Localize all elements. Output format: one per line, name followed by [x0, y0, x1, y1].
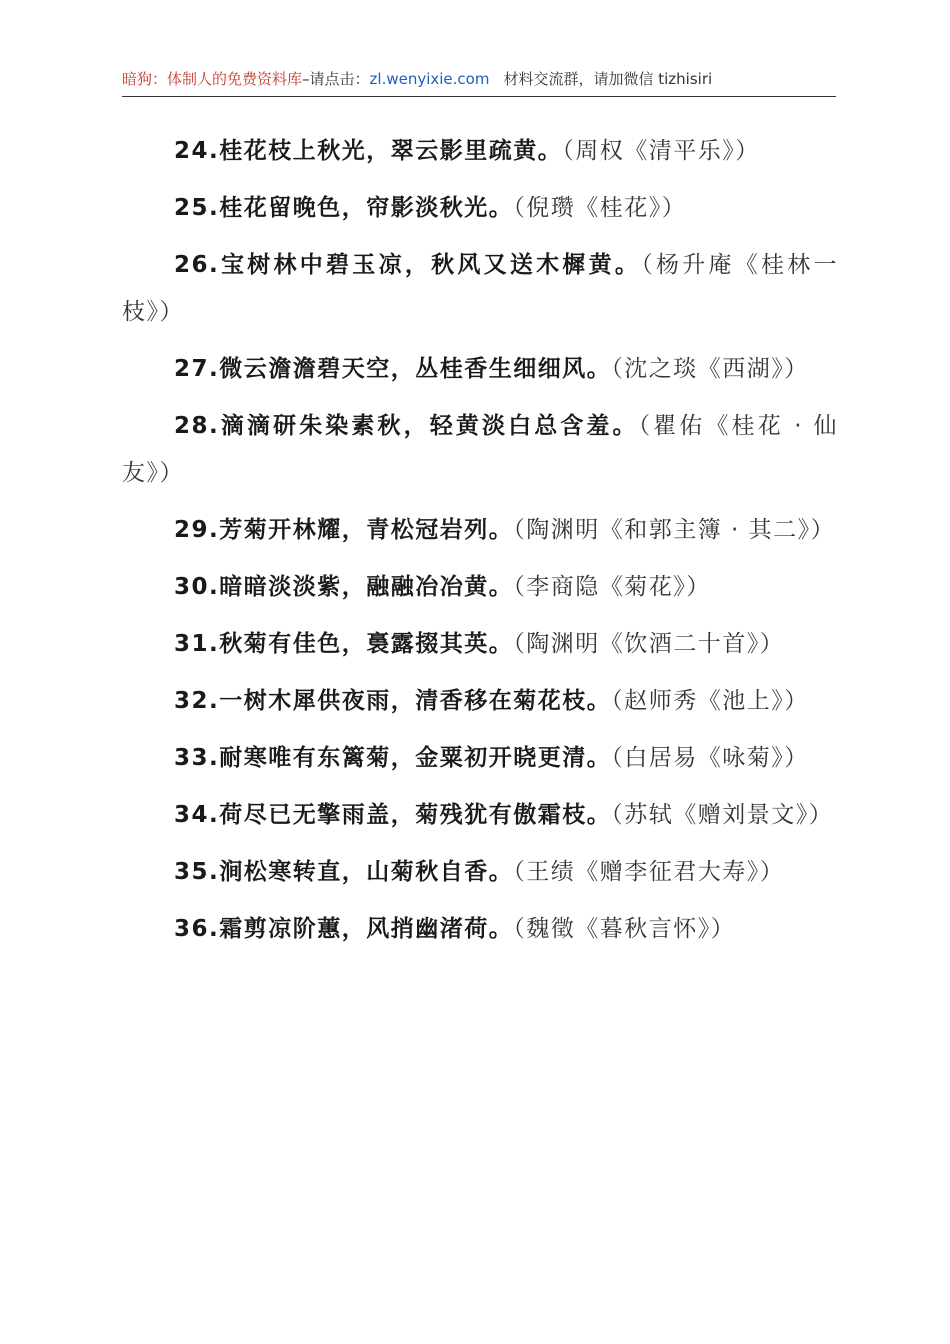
poem-item: [122, 564, 838, 611]
poem-source: （杨升庵《桂林一枝》）: [122, 252, 839, 325]
poem-source: （魏徵《暮秋言怀》）: [513, 916, 736, 942]
poem-line: 微云澹澹碧天空，丛桂香生细细风。: [219, 356, 612, 382]
poem-source: （沈之琰《西湖》）: [611, 356, 809, 382]
poem-source: （白居易《咏菊》）: [611, 745, 809, 771]
poem-source: （苏轼《赠刘景文》）: [611, 802, 834, 828]
poem-item: [122, 678, 838, 725]
poem-number: 29.: [174, 517, 220, 543]
poem-line: 芳菊开林耀，青松冠岩列。: [219, 517, 514, 543]
poem-number: 35.: [174, 859, 220, 885]
poem-line: 桂花枝上秋光，翠云影里疏黄。: [219, 138, 563, 164]
poem-item: [122, 346, 838, 393]
poem-line: 耐寒唯有东篱菊，金粟初开晓更清。: [219, 745, 612, 771]
poem-item: [122, 242, 838, 336]
poem-line: 暗暗淡淡紫，融融冶冶黄。: [219, 574, 514, 600]
poem-number: 25.: [174, 195, 220, 221]
poem-number: 24.: [174, 138, 220, 164]
poem-number: 28.: [174, 413, 220, 439]
poem-line: 一树木犀供夜雨，清香移在菊花枝。: [219, 688, 612, 714]
poem-source: （陶渊明《饮酒二十首》）: [513, 631, 785, 657]
poem-source: （李商隐《菊花》）: [513, 574, 711, 600]
poem-number: 30.: [174, 574, 220, 600]
poem-source: （周权《清平乐》）: [562, 138, 760, 164]
poem-source: （赵师秀《池上》）: [611, 688, 809, 714]
poem-source: （倪瓒《桂花》）: [513, 195, 687, 221]
poem-line: 荷尽已无擎雨盖，菊残犹有傲霜枝。: [219, 802, 612, 828]
poem-item: [122, 621, 838, 668]
header-brand: 暗狗：体制人的免费资料库: [122, 70, 303, 88]
poem-item: [122, 906, 838, 953]
poem-number: 27.: [174, 356, 220, 382]
poem-source: （王绩《赠李征君大寿》）: [513, 859, 785, 885]
poem-line: 滴滴研朱染素秋，轻黄淡白总含羞。: [219, 413, 639, 439]
poem-item: [122, 128, 838, 175]
poem-source: （瞿佑《桂花 · 仙友》）: [122, 413, 839, 486]
poem-item: [122, 735, 838, 782]
poem-number: 33.: [174, 745, 220, 771]
header-group-note: 材料交流群，请加微信 tizhisiri: [503, 70, 713, 88]
poem-line: 涧松寒转直，山菊秋自香。: [219, 859, 514, 885]
poem-source: （陶渊明《和郭主簿 · 其二》）: [513, 517, 836, 543]
poem-line: 秋菊有佳色，裛露掇其英。: [219, 631, 514, 657]
poem-line: 桂花留晚色，帘影淡秋光。: [219, 195, 514, 221]
poem-item: [122, 185, 838, 232]
poem-item: [122, 849, 838, 896]
poem-number: 31.: [174, 631, 220, 657]
poem-number: 32.: [174, 688, 220, 714]
poem-number: 34.: [174, 802, 220, 828]
poem-item: [122, 403, 838, 497]
header-url-link[interactable]: zl.wenyixie.com: [369, 70, 490, 88]
poem-line: 霜剪凉阶蕙，风捎幽渚荷。: [219, 916, 514, 942]
page-header: [122, 68, 836, 97]
poem-item: [122, 792, 838, 839]
poem-number: 26.: [174, 252, 220, 278]
header-prompt: –请点击：: [302, 70, 370, 88]
poem-number: 36.: [174, 916, 220, 942]
poem-item: [122, 507, 838, 554]
poem-list: [122, 128, 838, 963]
poem-line: 宝树林中碧玉凉，秋风又送木樨黄。: [219, 252, 642, 278]
